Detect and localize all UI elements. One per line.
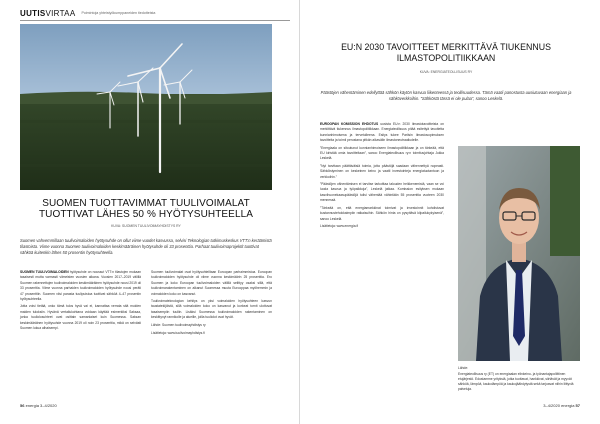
right-col-p1 [320,122,444,144]
left-body-column-1 [20,270,141,336]
portrait-caption [458,366,580,392]
portrait-photo [458,146,580,361]
right-photo-credit: KUVA: ENERGIATEOLLISUUS RY [419,70,473,74]
right-lead: Päästöjen vähentäminen edellyttää sähkön käytön kasvua liikenteessä ja teollisuudessa. Tämä vaatii panostusta uusiutuvaan energiaan ja sähköverkkoihin. ”Sähköstä tässä ei ole pulaa”, sanoo Leskelä. [320,90,572,102]
section-tag-bold: UUTIS [20,8,46,18]
right-footer-magazine: energia [561,403,575,408]
right-col-p1-text: uusista EU:n 2030 ilmastotavoitteista on merkittävä tiukennus ilmastopolitiikkaan. Energiateollisuus pitää esitettyä tavoitetta kunnianhimoisena ja tervetulleena. Esitys tukee Pariisin ilmastosopimuksen tavoitteita ja toimii perustana pitkän aikavälin ilmastoneutraaliudelle. [320,122,445,143]
section-tag-rest: VIRTAA [45,8,76,18]
left-web-link[interactable]: Lisätietoja: www.tuulivoimayhdistys.fi [151,331,205,336]
right-footer-issue: 3–4/2020 [543,403,560,408]
right-web-link[interactable]: Lisätietoja: www.energia.fi [320,223,359,228]
right-kicker: EUROOPAN KOMISSION EHDOTUS [320,122,379,126]
wind-farm-photo [20,24,272,190]
left-col2-p2: Tuulivoimateknologian kehitys on yksi voimaloiden hyötysuhteen kasvun taustatekijöistä, sillä voimaloiden koko on kasvanut ja korkeat tornit ulottuvat tasaisempiin tuuliin. Lisäksi Suomessa tuulivoimaloiden rakentaminen on keskittynyt rannikolle ja alueille, joilla tuuliolot ovat hyvät. [151,299,272,320]
left-body-columns [20,270,272,336]
wind-farm-illustration [20,24,272,190]
right-col-p4: ”Päästöjen vähentämisen ei tarvitse tarkoittaa talouden heikkenemistä, vaan se voi luoda kasvua ja työpaikkoja”, Leskelä jatkaa. Komission esityksen mukaan kasvihuonekaasupäästöjä tulisi vähentää vähintään 55 prosenttia vuoteen 2030 mennessä. [320,182,444,203]
left-kicker: SUOMEN TUULIVOIMALOIDEN [20,270,69,274]
left-col1-p2: Jotta voisi tietää, onko tämä tulos hyvä vai ei, kannattaa verrata sitä muiden maiden tuloksiin. Hyvänä vertailukohtana voidaan käyttää esimerkiksi Saksaa, jonka tuuliolosuhteet ovat osittain samanlaiset kuin Suomessa. Saksan keskimääräinen hyötysuhde vuonna 2019 oli noin 23 prosenttia, mikä on selvästi Suomen lukua alhaisempi. [20,304,141,331]
left-lead: Suomen vahvemmillaan tuulivoimaloiden hyötysuhde on ollut viime vuodet kasvussa, selvisi Teknologian tutkimuskeskus VTT:n keräämistä tilastoista. Viime vuonna Suomen tuulivoimaloiden keskimääräinen hyötysuhde oli 33 prosenttia. Parhaat tuulivoimaprojektit tuottivat sähköä kuitenkin lähes 50 prosentin hyötysuhteella. [20,238,272,256]
right-headline: EU:N 2030 TAVOITTEET MERKITTÄVÄ TIUKENNUS ILMASTOPOLITIIKKAAN [341,42,551,63]
left-body-column-2 [151,270,272,336]
right-footer [543,403,580,408]
left-source: Lähde: Suomen tuulivoimayhdistys ry [151,322,206,327]
left-photo-credit: KUVA: SUOMEN TUULIVOIMAYHDISTYS RY [111,224,181,228]
header-rule [20,20,290,21]
header-strap: Poimintoja yhteistyökumppaneiden tiedotteista [81,11,156,15]
left-col1-p1-text: hyötysuhde on noussut VTT:n tilastojen mukaan tasaisesti mutta varmasti viimeisten vuosien aikana. Vuosien 2017–2019 välillä Suomen rakennettujen tuulivoimaloiden keskimääräinen hyötysuhde nousi 2019 oli 33 prosenttia. Viime vuonna parhaiden tuulivoimaloiden hyötysuhde nousi peräti 47 prosenttiin. Suomen viisi parasta tuulipuistoa tuottivat sähköä 4–47 prosentin hyötysuhteella. [20,270,141,302]
right-col-p5: ”Tärkeää on, että energiamarkkinat toimivat ja investoinnit kohdistuvat kustannustehokkaimpiin ratkaisuihin. Sähkön hinta on pysyttävä kilpailukykyisenä”, sanoo Leskelä. [320,205,444,221]
section-header [20,7,155,19]
portrait-illustration [458,146,580,361]
left-headline: SUOMEN TUOTTAVIMMAT TUULIVOIMALAT TUOTTIVAT LÄHES 50 % HYÖTYSUHTEELLA [38,198,254,220]
right-col-p3: ”Nyt tarvitaan päättäväisiä toimia, jotta päästöjä saadaan vähennettyä nopeasti. Sähköistyminen on keskeinen keino ja vaatii investointeja energiatuotantoon ja verkkoihin.” [320,163,444,179]
right-page-number: 57 [575,403,580,408]
left-footer-magazine: energia [25,403,39,408]
right-col-p2: ”Energiaala on sitoutunut kunnianhimoiseen ilmastopolitiikkaan ja on tärkeää, että EU kiristää omia tavoitteitaan”, sanoo Energiateollisuus ry:n toimitusjohtaja Jukka Leskelä. [320,145,444,161]
section-tag [20,9,75,18]
left-footer-issue: 3–4/2020 [40,403,57,408]
left-col1-p1 [20,270,141,302]
left-col2-p1: Suomen tuulivoimalat ovat hyötysuhteiltaan Euroopan parhaimmistoa. Euroopan tuulivoimaloiden hyötysuhde oli viime vuonna keskimäärin 25 prosenttia. Ero Suomen ja koko Euroopan tuulivoimaloiden välillä selittyy osaksi sillä, että tuulivoimarakentaminen on alkanut Suomessa muuta Eurooppaa myöhemmin ja voimaloiden koko on kasvanut. [151,270,272,296]
right-page [300,0,600,424]
left-footer [20,403,57,408]
caption-label: Lähde: [458,366,469,370]
left-page-number: 56 [20,403,25,408]
caption-text: Energiateollisuus ry (ET) on energiaalan elinkeino- ja työnantajapoliittinen etujärjestö. Edustamme yrityksiä, jotka tuottavat, hankkivat, siirtävät ja myyvät sähköä, lämpöä, kaukolämpöä ja kaukojäähdytystä sekä tarjoavat niihin liittyviä palveluja. [458,371,574,391]
right-body-column [320,122,444,229]
